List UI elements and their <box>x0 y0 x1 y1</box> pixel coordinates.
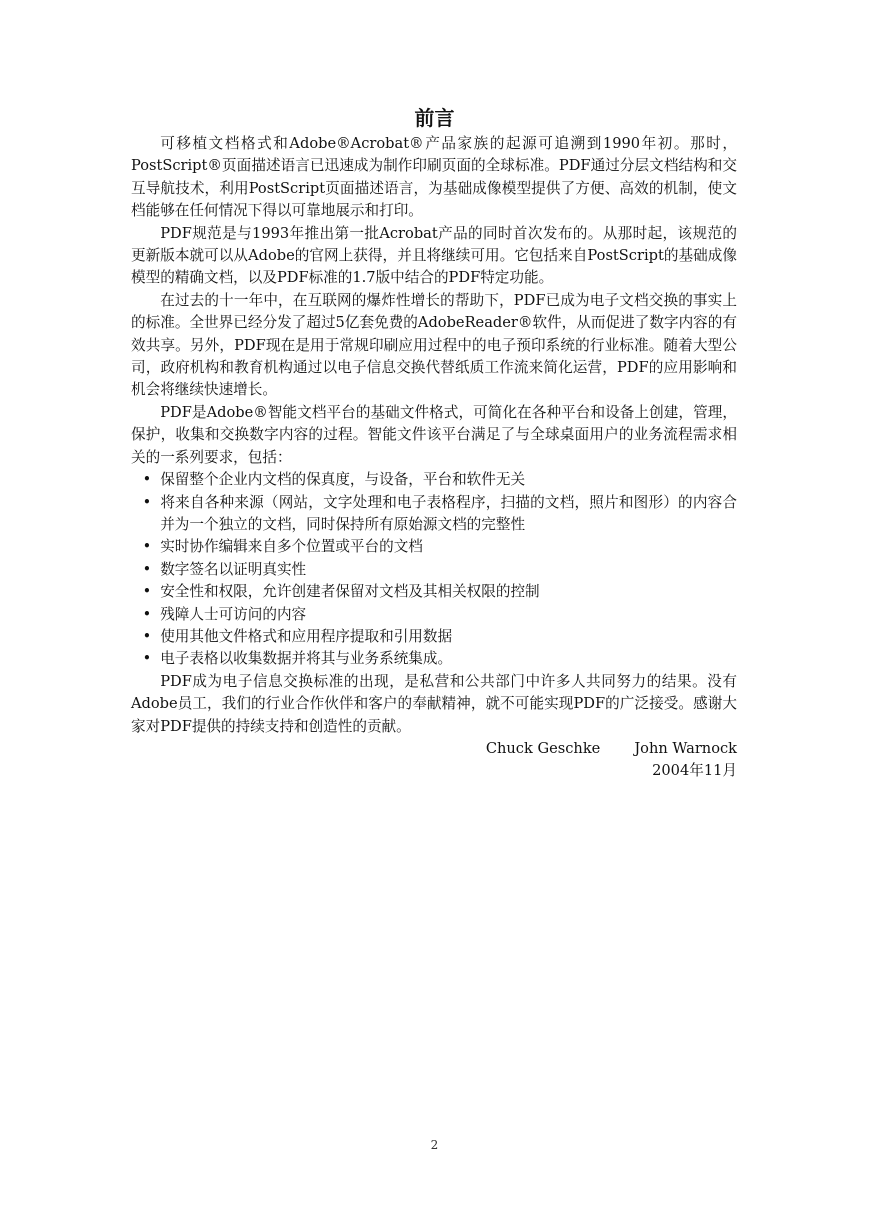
list-item-text: 电子表格以收集数据并将其与业务系统集成。 <box>160 650 453 668</box>
list-item-text: 数字签名以证明真实性 <box>160 560 307 578</box>
list-item <box>131 604 737 626</box>
list-item <box>131 581 737 603</box>
paragraph-4: PDF是Adobe®智能文档平台的基础文件格式，可简化在各种平台和设备上创建，管理，保护，收集和交换数字内容的过程。智能文件该平台满足了与全球桌面用户的业务流程需求相关的一系列要求，包括： <box>131 403 737 466</box>
paragraph-3: 在过去的十一年中，在互联网的爆炸性增长的帮助下，PDF已成为电子文档交换的事实上的标准。全世界已经分发了超过5亿套免费的AdobeReader®软件，从而促进了数字内容的有效共享。另外，PDF现在是用于常规印刷应用过程中的电子预印系统的行业标准。随着大型公司，政府机构和教育机构通过以电子信息交换代替纸质工作流来简化运营，PDF的应用影响和机会将继续快速增长。 <box>131 291 737 399</box>
bullet-icon: • <box>142 538 152 556</box>
paragraph-2: PDF规范是与1993年推出第一批Acrobat产品的同时首次发布的。从那时起，该规范的更新版本就可以从Adobe的官网上获得，并且将继续可用。它包括来自PostScript的基础成像模型的精确文档，以及PDF标准的1.7版中结合的PDF特定功能。 <box>131 224 737 287</box>
page-title: 前言 <box>414 106 455 130</box>
list-item <box>131 536 737 558</box>
list-item-text: 使用其他文件格式和应用程序提取和引用数据 <box>160 627 453 645</box>
signature-chuck-geschke: Chuck Geschke <box>485 739 601 757</box>
signature-john-warnock: John Warnock <box>634 739 737 757</box>
bullet-icon: • <box>142 627 152 645</box>
bullet-icon: • <box>142 471 152 489</box>
paragraph-1: 可移植文档格式和Adobe®Acrobat®产品家族的起源可追溯到1990年初。那时，PostScript®页面描述语言已迅速成为制作印刷页面的全球标准。PDF通过分层文档结构和交互导航技术，利用PostScript页面描述语言，为基础成像模型提供了方便、高效的机制，使文档能够在任何情况下得以可靠地展示和打印。 <box>131 135 737 220</box>
bullet-icon: • <box>142 583 152 601</box>
bullet-icon: • <box>142 560 152 578</box>
date-line: 2004年11月 <box>652 762 737 780</box>
page-number: 2 <box>430 1138 439 1152</box>
bullet-icon: • <box>142 605 152 623</box>
list-item <box>131 492 737 537</box>
requirements-list <box>131 469 737 671</box>
list-item <box>131 469 737 491</box>
document-body <box>131 133 737 783</box>
list-item <box>131 559 737 581</box>
list-item-text: 保留整个企业内文档的保真度，与设备，平台和软件无关 <box>160 471 526 489</box>
closing-paragraph: PDF成为电子信息交换标准的出现，是私营和公共部门中许多人共同努力的结果。没有Adobe员工，我们的行业合作伙伴和客户的奉献精神，就不可能实现PDF的广泛接受。感谢大家对PDF提供的持续支持和创造性的贡献。 <box>131 672 737 735</box>
list-item <box>131 626 737 648</box>
list-item-text: 将来自各种来源（网站，文字处理和电子表格程序，扫描的文档，照片和图形）的内容合并为一个独立的文档，同时保持所有原始源文档的完整性 <box>160 493 737 533</box>
bullet-icon: • <box>142 650 152 668</box>
list-item-text: 安全性和权限，允许创建者保留对文档及其相关权限的控制 <box>160 583 540 601</box>
list-item-text: 实时协作编辑来自多个位置或平台的文档 <box>160 538 423 556</box>
list-item-text: 残障人士可访问的内容 <box>160 605 307 623</box>
bullet-icon: • <box>142 493 152 511</box>
list-item <box>131 648 737 670</box>
signature-line <box>131 738 737 760</box>
